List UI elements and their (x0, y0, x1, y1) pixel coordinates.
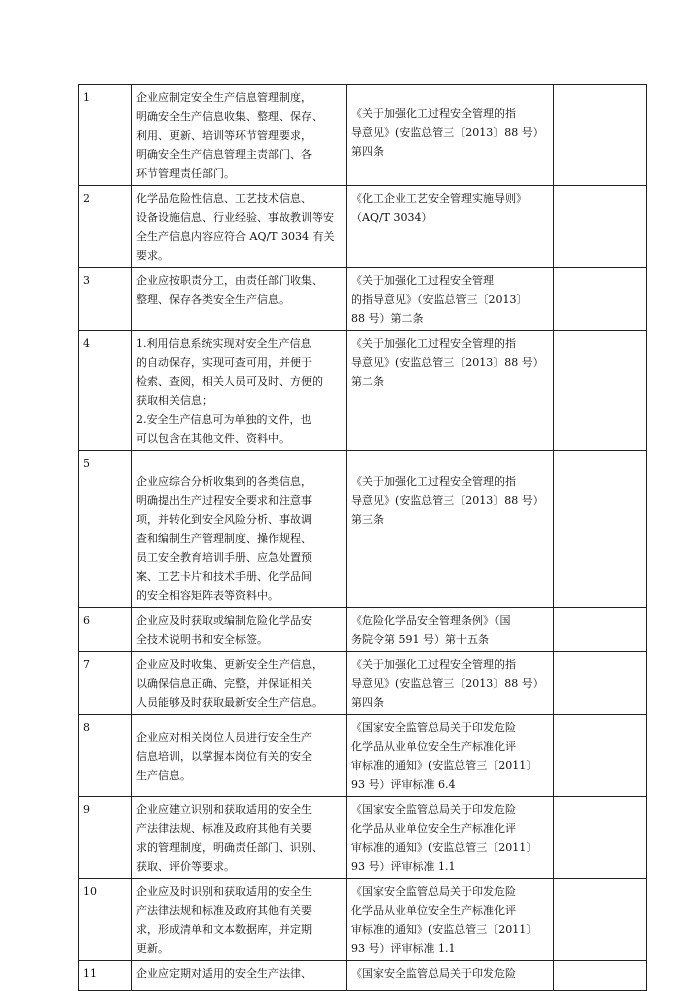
requirement-line: 获取相关信息； (136, 394, 213, 407)
requirement-line: 求，形成清单和文本数据库，并定期 (136, 923, 312, 936)
requirement-line: 企业应及时识别和获取适用的安全生 (136, 885, 312, 898)
basis-line: 93 号）评审标准 6.4 (351, 778, 456, 791)
basis-cell (347, 961, 554, 991)
basis-cell (347, 652, 554, 715)
requirement-line: 化学品危险性信息、工艺技术信息、 (136, 192, 312, 205)
basis-line: 第三条 (351, 513, 384, 526)
requirement-cell (132, 797, 347, 879)
requirement-line: 获取、评价等要求。 (136, 860, 235, 873)
requirement-cell (132, 879, 347, 961)
requirement-line: 的自动保存，实现可查可用，并便于 (136, 356, 312, 369)
basis-line: （AQ/T 3034） (351, 211, 433, 224)
row-number: 2 (79, 186, 132, 268)
basis-line: 《国家安全监管总局关于印发危险 (351, 721, 516, 734)
requirement-line: 产法律法规、标准及政府其他有关要 (136, 822, 312, 835)
remark-cell (554, 715, 647, 797)
requirement-line: 企业应及时收集、更新安全生产信息， (136, 658, 323, 671)
row-number: 4 (79, 331, 132, 451)
requirement-line: 以确保信息正确、完整，并保证相关 (136, 677, 312, 690)
table-row (79, 961, 647, 991)
requirement-line: 生产信息。 (136, 769, 191, 782)
requirement-line: 可以包含在其他文件、资料中。 (136, 432, 290, 445)
basis-line: 化学品从业单位安全生产标准化评 (351, 822, 516, 835)
requirement-line: 员工安全教育培训手册、应急处置预 (136, 551, 312, 564)
basis-line: 93 号）评审标准 1.1 (351, 860, 456, 873)
requirement-line: 要求。 (136, 249, 169, 262)
requirement-line: 企业应建立识别和获取适用的安全生 (136, 803, 312, 816)
basis-line: 导意见》(安监总管三〔2013〕88 号） (351, 677, 544, 690)
basis-line: 《国家安全监管总局关于印发危险 (351, 803, 516, 816)
basis-line: 《关于加强化工过程安全管理 (351, 274, 494, 287)
requirement-line: 企业应制定安全生产信息管理制度， (136, 91, 312, 104)
requirement-line: 企业应对相关岗位人员进行安全生产 (136, 731, 312, 744)
requirement-line: 2.安全生产信息可为单独的文件，也 (136, 413, 312, 426)
basis-cell (347, 85, 554, 186)
basis-line: 审标准的通知》(安监总管三〔2011〕 (351, 841, 538, 854)
requirement-cell (132, 608, 347, 652)
basis-line: 《关于加强化工过程安全管理的指 (351, 658, 516, 671)
requirement-line: 企业应定期对适用的安全生产法律、 (136, 967, 312, 980)
basis-line: 93 号）评审标准 1.1 (351, 942, 456, 955)
remark-cell (554, 85, 647, 186)
row-number: 1 (79, 85, 132, 186)
requirement-cell (132, 186, 347, 268)
row-number: 6 (79, 608, 132, 652)
row-number: 9 (79, 797, 132, 879)
table-row (79, 715, 647, 797)
basis-line: 导意见》(安监总管三〔2013〕88 号） (351, 494, 544, 507)
requirement-cell (132, 715, 347, 797)
remark-cell (554, 797, 647, 879)
table-row (79, 268, 647, 331)
requirement-cell (132, 451, 347, 608)
table-row (79, 879, 647, 961)
requirement-line: 项，并转化到安全风险分析、事故调 (136, 513, 312, 526)
basis-line: 《关于加强化工过程安全管理的指 (351, 337, 516, 350)
requirement-line: 设备设施信息、行业经验、事故教训等安 (136, 211, 334, 224)
requirement-line: 明确提出生产过程安全要求和注意事 (136, 494, 312, 507)
remark-cell (554, 961, 647, 991)
requirement-line: 信息培训，以掌握本岗位有关的安全 (136, 750, 312, 763)
basis-line: 导意见》(安监总管三〔2013〕88 号） (351, 126, 544, 139)
requirement-line: 明确安全生产信息管理主责部门、各 (136, 148, 312, 161)
remark-cell (554, 186, 647, 268)
basis-line: 务院令第 591 号）第十五条 (351, 633, 489, 646)
row-number: 8 (79, 715, 132, 797)
remark-cell (554, 331, 647, 451)
requirement-line: 企业应按职责分工，由责任部门收集、 (136, 274, 323, 287)
requirement-line: 整理、保存各类安全生产信息。 (136, 293, 290, 306)
basis-line: 导意见》(安监总管三〔2013〕88 号） (351, 356, 544, 369)
basis-line: 第二条 (351, 375, 384, 388)
requirement-line: 全技术说明书和安全标签。 (136, 633, 268, 646)
requirements-table (78, 84, 647, 991)
table-body (79, 85, 647, 991)
requirement-cell (132, 652, 347, 715)
requirement-cell (132, 961, 347, 991)
requirement-line: 查和编制生产管理制度、操作规程、 (136, 532, 312, 545)
remark-cell (554, 652, 647, 715)
requirement-line: 企业应及时获取或编制危险化学品安 (136, 614, 312, 627)
basis-line: 化学品从业单位安全生产标准化评 (351, 740, 516, 753)
requirement-line: 利用、更新、培训等环节管理要求， (136, 129, 312, 142)
requirement-line: 案、工艺卡片和技术手册、化学品间 (136, 570, 312, 583)
basis-line: 《关于加强化工过程安全管理的指 (351, 475, 516, 488)
basis-line: 《关于加强化工过程安全管理的指 (351, 107, 516, 120)
requirement-cell (132, 331, 347, 451)
table-row (79, 186, 647, 268)
basis-line: 审标准的通知》(安监总管三〔2011〕 (351, 923, 538, 936)
table-row (79, 652, 647, 715)
basis-line: 第四条 (351, 145, 384, 158)
requirement-line: 产法律法规和标准及政府其他有关要 (136, 904, 312, 917)
requirement-line: 人员能够及时获取最新安全生产信息。 (136, 696, 323, 709)
remark-cell (554, 268, 647, 331)
requirement-line: 企业应综合分析收集到的各类信息， (136, 475, 312, 488)
basis-line: 审标准的通知》(安监总管三〔2011〕 (351, 759, 538, 772)
requirement-line: 环节管理责任部门。 (136, 167, 235, 180)
basis-line: 《化工企业工艺安全管理实施导则》 (351, 192, 527, 205)
basis-cell (347, 268, 554, 331)
table-row (79, 451, 647, 608)
requirement-line: 求的管理制度，明确责任部门、识别、 (136, 841, 323, 854)
remark-cell (554, 879, 647, 961)
basis-cell (347, 608, 554, 652)
basis-line: 第四条 (351, 696, 384, 709)
table-row (79, 608, 647, 652)
basis-cell (347, 331, 554, 451)
basis-line: 《危险化学品安全管理条例》（国 (351, 614, 511, 627)
row-number: 5 (79, 451, 132, 608)
row-number: 11 (79, 961, 132, 991)
requirement-line: 明确安全生产信息收集、整理、保存、 (136, 110, 323, 123)
basis-cell (347, 879, 554, 961)
row-number: 10 (79, 879, 132, 961)
table-row (79, 85, 647, 186)
requirement-line: 检索、查阅，相关人员可及时、方便的 (136, 375, 323, 388)
requirement-line: 1.利用信息系统实现对安全生产信息 (136, 337, 312, 350)
basis-cell (347, 451, 554, 608)
basis-line: 88 号）第二条 (351, 312, 424, 325)
row-number: 3 (79, 268, 132, 331)
basis-line: 《国家安全监管总局关于印发危险 (351, 967, 516, 980)
table-row (79, 331, 647, 451)
requirement-cell (132, 268, 347, 331)
row-number: 7 (79, 652, 132, 715)
basis-line: 化学品从业单位安全生产标准化评 (351, 904, 516, 917)
table-row (79, 797, 647, 879)
remark-cell (554, 451, 647, 608)
basis-cell (347, 715, 554, 797)
basis-line: 的指导意见》（安监总管三〔2013〕 (351, 293, 528, 306)
basis-cell (347, 186, 554, 268)
requirement-line: 更新。 (136, 942, 169, 955)
requirement-line: 的安全相容矩阵表等资料中。 (136, 589, 279, 602)
basis-cell (347, 797, 554, 879)
requirement-line: 全生产信息内容应符合 AQ/T 3034 有关 (136, 230, 335, 243)
basis-line: 《国家安全监管总局关于印发危险 (351, 885, 516, 898)
remark-cell (554, 608, 647, 652)
requirement-cell (132, 85, 347, 186)
